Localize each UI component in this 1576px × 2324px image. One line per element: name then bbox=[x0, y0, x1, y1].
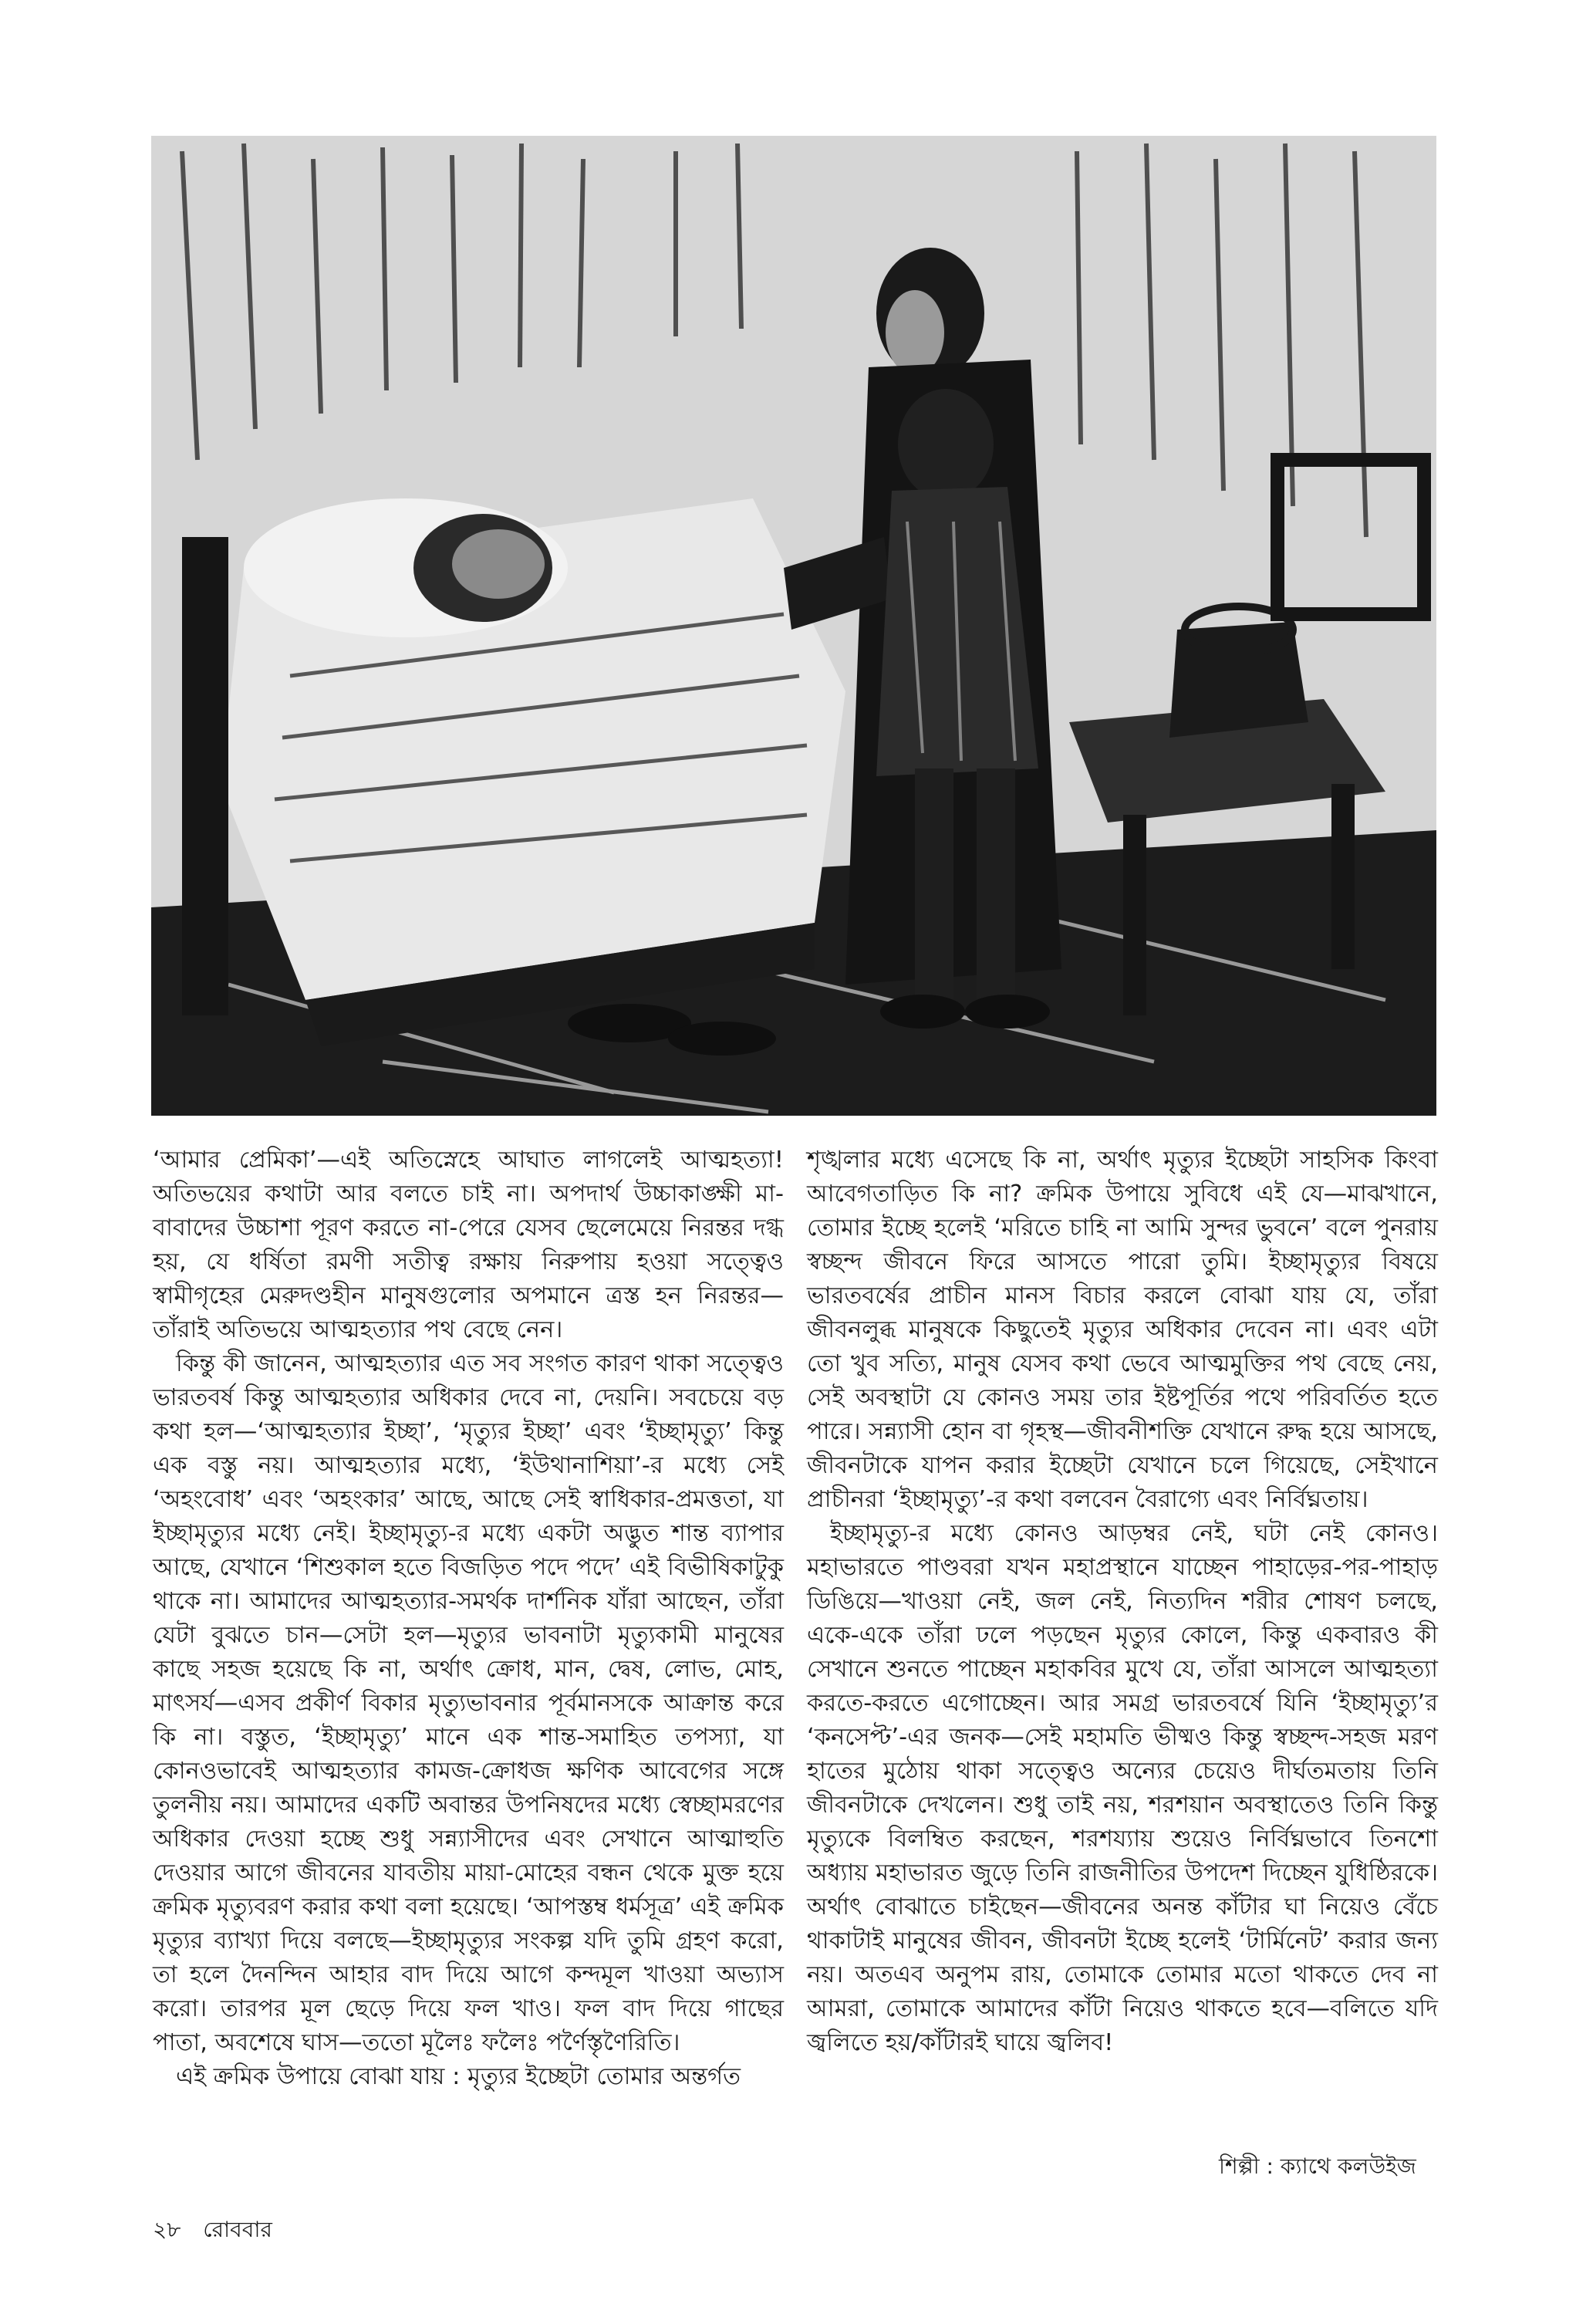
article-paragraph: শৃঙ্খলার মধ্যে এসেছে কি না, অর্থাৎ মৃত্যুর ইচ্ছেটা সাহসিক কিংবা আবেগতাড়িত কি না? ক্রমিক উপায়ে সুবিধে এই যে—মাঝখানে, তোমার ইচ্ছে হলেই ‘মরিতে চাহি না আমি সুন্দর ভুবনে’ বলে পুনরায় স্বচ্ছন্দ জীবনে ফিরে আসতে পারো তুমি। ইচ্ছামৃত্যুর বিষয়ে ভারতবর্ষের প্রাচীন মানস বিচার করলে বোঝা যায় যে, তাঁরা জীবনলুব্ধ মানুষকে কিছুতেই মৃত্যুর অধিকার দেবেন না। এবং এটা তো খুব সত্যি, মানুষ যেসব কথা ভেবে আত্মমুক্তির পথ বেছে নেয়, সেই অবস্থাটা যে কোনও সময় তার ইষ্টপূর্তির পথে পরিবর্তিত হতে পারে। সন্ন্যাসী হোন বা গৃহস্থ—জীবনীশক্তি যেখানে রুদ্ধ হয়ে আসছে, জীবনটাকে যাপন করার ইচ্ছেটা যেখানে চলে গিয়েছে, সেইখানে প্রাচীনরা ‘ইচ্ছামৃত্যু’-র কথা বলবেন বৈরাগ্যে এবং নির্বিঘ্নতায়। bbox=[807, 1147, 1438, 1513]
article-paragraph: ‘আমার প্রেমিকা’—এই অতিস্নেহে আঘাত লাগলেই আত্মহত্যা! অতিভয়ের কথাটা আর বলতে চাই না। অপদার্থ উচ্চাকাঙ্ক্ষী মা-বাবাদের উচ্চাশা পূরণ করতে না-পেরে যেসব ছেলেমেয়ে নিরন্তর দগ্ধ হয়, যে ধর্ষিতা রমণী সতীত্ব রক্ষায় নিরুপায় হওয়া সত্ত্বেও স্বামীগৃহের মেরুদণ্ডহীন মানুষগুলোর অপমানে ত্রস্ত হন নিরন্তর—তাঁরাই অতিভয়ে আত্মহত্যার পথ বেছে নেন। bbox=[153, 1147, 784, 1343]
magazine-name: রোববার bbox=[203, 2217, 272, 2242]
article-paragraph: ইচ্ছামৃত্যু-র মধ্যে কোনও আড়ম্বর নেই, ঘটা নেই কোনও। মহাভারতে পাণ্ডবরা যখন মহাপ্রস্থানে যাচ্ছেন পাহাড়ের-পর-পাহাড় ডিঙিয়ে—খাওয়া নেই, জল নেই, নিত্যদিন শরীর শোষণ চলছে, একে-একে তাঁরা ঢলে পড়ছেন মৃত্যুর কোলে, কিন্তু একবারও কী সেখানে শুনতে পাচ্ছেন মহাকবির মুখে যে, তাঁরা আসলে আত্মহত্যা করতে-করতে এগোচ্ছেন। আর সমগ্র ভারতবর্ষে যিনি ‘ইচ্ছামৃত্যু’র ‘কনসেপ্ট’-এর জনক—সেই মহামতি ভীষ্মও কিন্তু স্বচ্ছন্দ-সহজ মরণ হাতের মুঠোয় থাকা সত্ত্বেও অন্যের চেয়েও দীর্ঘতমতায় তিনি জীবনটাকে দেখলেন। শুধু তাই নয়, শরশয়ান অবস্থাতেও তিনি কিন্তু মৃত্যুকে বিলম্বিত করছেন, শরশয্যায় শুয়েও নির্বিঘ্নভাবে তিনশো অধ্যায় মহাভারত জুড়ে তিনি রাজনীতির উপদেশ দিচ্ছেন যুধিষ্ঠিরকে। অর্থাৎ বোঝাতে চাইছেন—জীবনের অনন্ত কাঁটার ঘা নিয়েও বেঁচে থাকাটাই মানুষের জীবন, জীবনটা ইচ্ছে হলেই ‘টার্মিনেট’ করার জন্য নয়। অতএব অনুপম রায়, তোমাকে তোমার মতো থাকতে দেব না আমরা, তোমাকে আমাদের কাঁটা নিয়েও থাকতে হবে—বলিতে যদি জ্বলিতে হয়/কাঁটারই ঘায়ে জ্বলিব! bbox=[807, 1520, 1438, 2056]
article-right-column bbox=[807, 1143, 1438, 2060]
article-left-column bbox=[153, 1143, 784, 2094]
artist-credit: শিল্পী : ক্যাথে কলউইজ bbox=[1219, 2153, 1416, 2179]
article-paragraph: কিন্তু কী জানেন, আত্মহত্যার এত সব সংগত কারণ থাকা সত্ত্বেও ভারতবর্ষ কিন্তু আত্মহত্যার অধিকার দেবে না, দেয়নি। সবচেয়ে বড় কথা হল—‘আত্মহত্যার ইচ্ছা’, ‘মৃত্যুর ইচ্ছা’ এবং ‘ইচ্ছামৃত্যু’ কিন্তু এক বস্তু নয়। আত্মহত্যার মধ্যে, ‘ইউথানাশিয়া’-র মধ্যে সেই ‘অহংবোধ’ এবং ‘অহংকার’ আছে, আছে সেই স্বাধিকার-প্রমত্ততা, যা ইচ্ছামৃত্যুর মধ্যে নেই। ইচ্ছামৃত্যু-র মধ্যে একটা অদ্ভুত শান্ত ব্যাপার আছে, যেখানে ‘শিশুকাল হতে বিজড়িত পদে পদে’ এই বিভীষিকাটুকু থাকে না। আমাদের আত্মহত্যার-সমর্থক দার্শনিক যাঁরা আছেন, তাঁরা যেটা বুঝতে চান—সেটা হল—মৃত্যুর ভাবনাটা মৃত্যুকামী মানুষের কাছে সহজ হয়েছে কি না, অর্থাৎ ক্রোধ, মান, দ্বেষ, লোভ, মোহ, মাৎসর্য—এসব প্রকীর্ণ বিকার মৃত্যুভাবনার পূর্বমানসকে আক্রান্ত করে কি না। বস্তুত, ‘ইচ্ছামৃত্যু’ মানে এক শান্ত-সমাহিত তপস্যা, যা কোনওভাবেই আত্মহত্যার কামজ-ক্রোধজ ক্ষণিক আবেগের সঙ্গে তুলনীয় নয়। আমাদের একটি অবান্তর উপনিষদের মধ্যে স্বেচ্ছামরণের অধিকার দেওয়া হচ্ছে শুধু সন্ন্যাসীদের এবং সেখানে আত্মাহুতি দেওয়ার আগে জীবনের যাবতীয় মায়া-মোহের বন্ধন থেকে মুক্ত হয়ে ক্রমিক মৃত্যুবরণ করার কথা বলা হয়েছে। ‘আপস্তম্ব ধর্মসূত্র’ এই ক্রমিক মৃত্যুর ব্যাখ্যা দিয়ে বলছে—ইচ্ছামৃত্যুর সংকল্প যদি তুমি গ্রহণ করো, তা হলে দৈনন্দিন আহার বাদ দিয়ে আগে কন্দমূল খাওয়া অভ্যাস করো। তারপর মূল ছেড়ে দিয়ে ফল খাও। ফল বাদ দিয়ে গাছের পাতা, অবশেষে ঘাস—ততো মূলৈঃ ফলৈঃ পর্ণৈস্তৃণৈরিতি। bbox=[153, 1350, 784, 2056]
page-footer bbox=[153, 2213, 272, 2249]
woodcut-illustration bbox=[151, 136, 1436, 1116]
article-paragraph: এই ক্রমিক উপায়ে বোঝা যায় : মৃত্যুর ইচ্ছেটা তোমার অন্তর্গত bbox=[176, 2063, 741, 2090]
artwork-svg bbox=[151, 136, 1436, 1116]
page-number: ২৮ bbox=[153, 2217, 181, 2242]
